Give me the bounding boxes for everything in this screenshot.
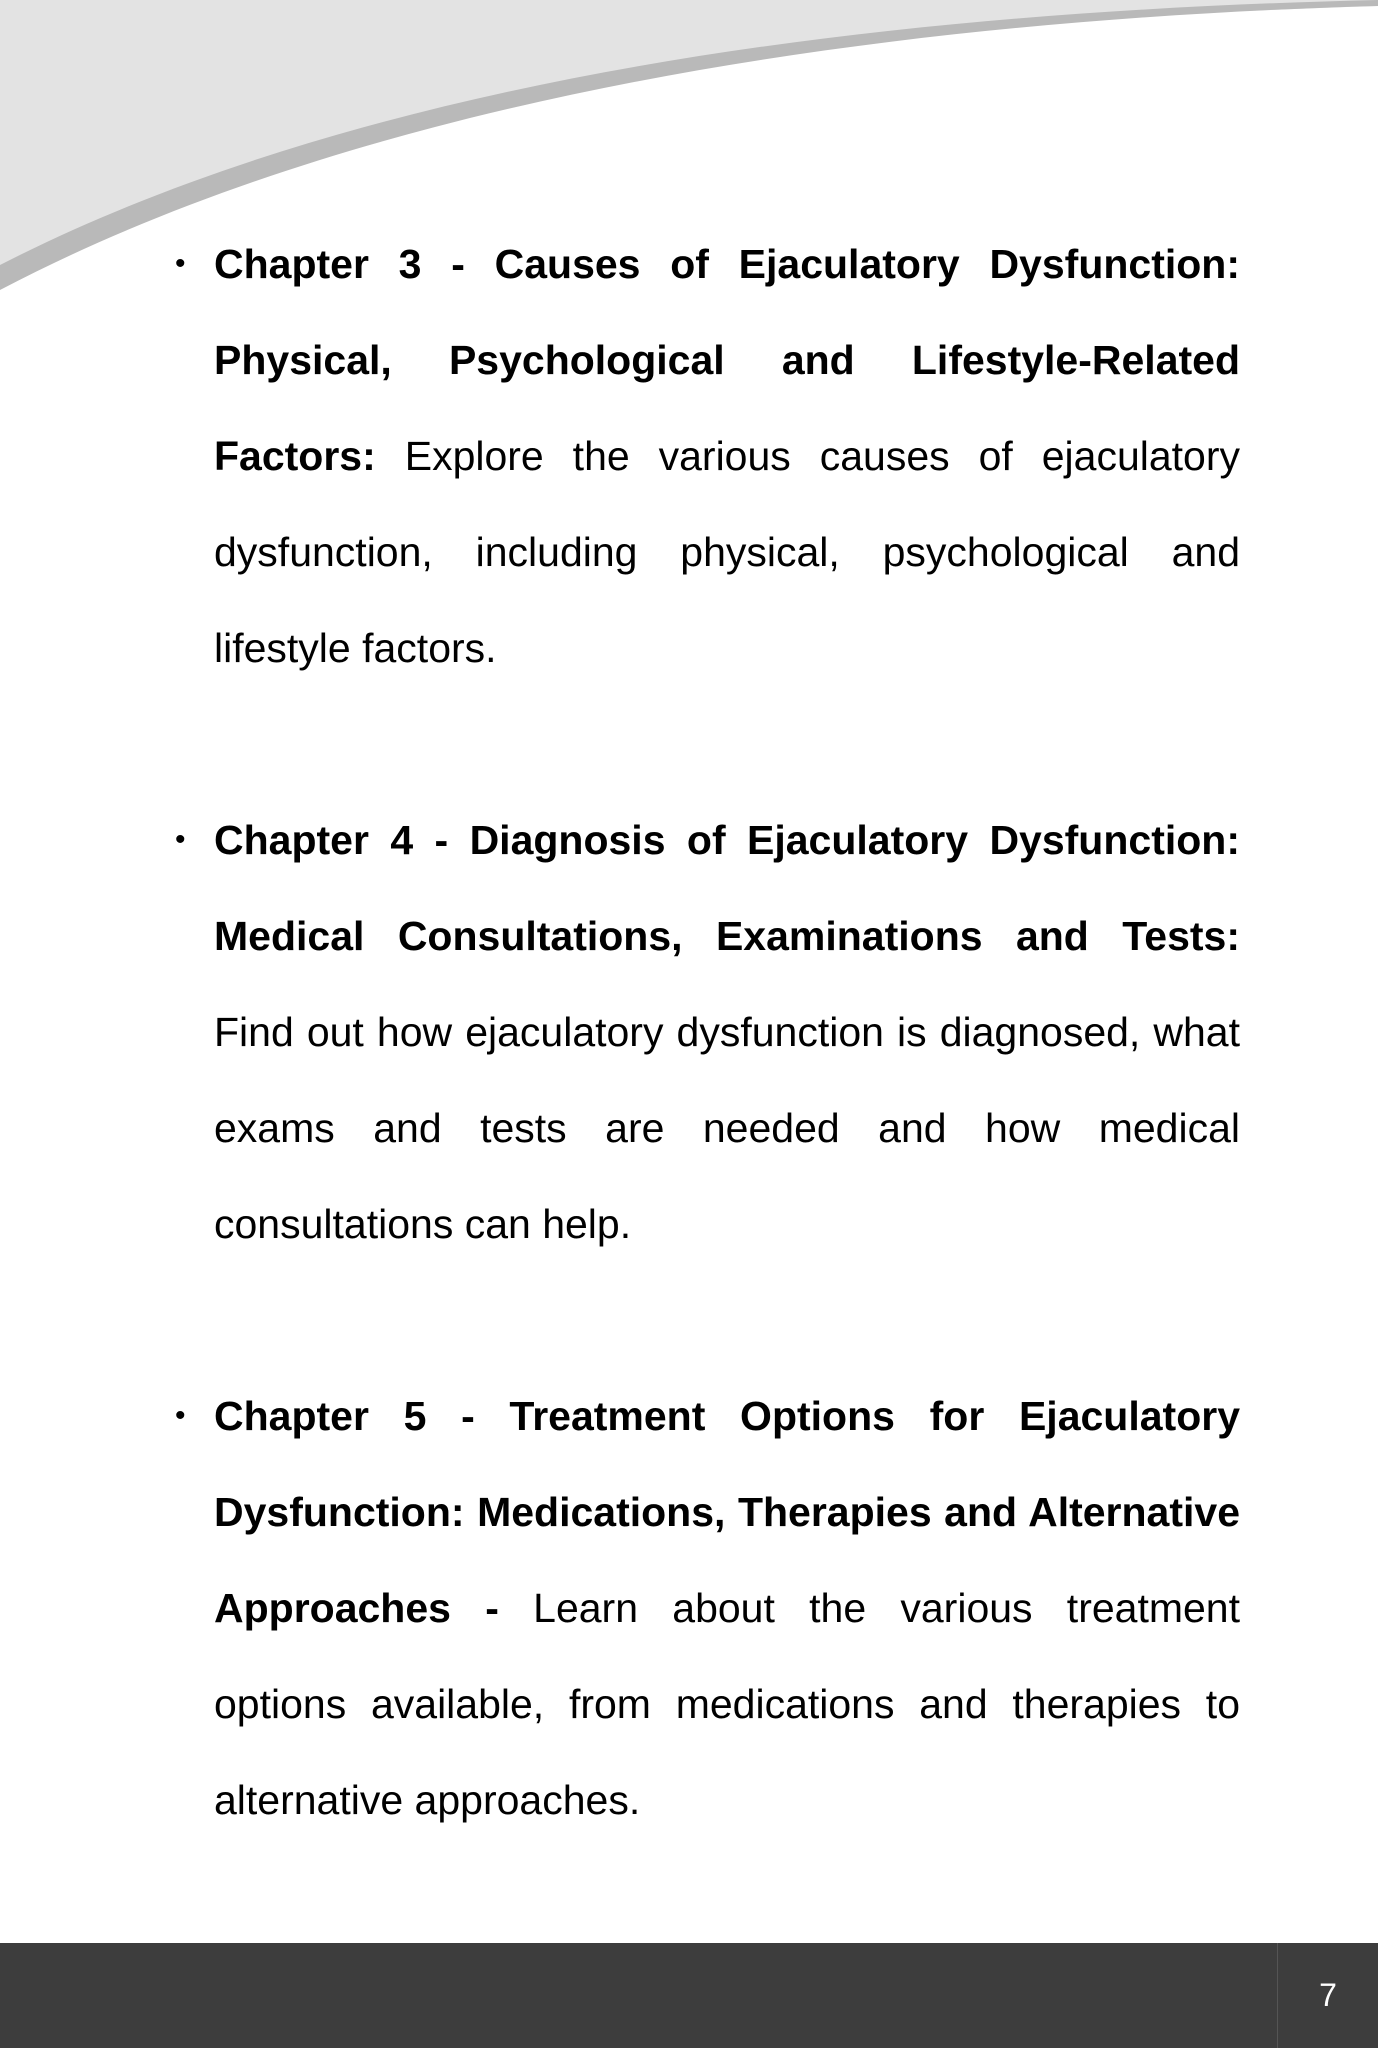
chapter-description: Find out how ejaculatory dysfunction is diagnosed, what exams and tests are needed and how medical consultations can help. <box>214 1009 1240 1247</box>
chapter-description: Explore the various causes of ejaculatory dysfunction, including physical, psychological and lifestyle factors. <box>214 433 1241 671</box>
page-footer <box>0 1943 1378 2048</box>
chapter-title: Chapter 4 - Diagnosis of Ejaculatory Dysfunction: Medical Consultations, Examinations and Tests: <box>214 817 1240 959</box>
chapter-title: Chapter 3 - Causes of Ejaculatory Dysfunction: Physical, Psychological and Lifestyle-Related Factors: <box>214 241 1240 479</box>
chapter-list-section <box>175 216 1240 1944</box>
bullet-icon: • <box>175 823 186 856</box>
bullet-icon: • <box>175 247 186 280</box>
chapter-title: Chapter 5 - Treatment Options for Ejaculatory Dysfunction: Medications, Therapies and Alternative Approaches - <box>214 1393 1240 1631</box>
page-number: 7 <box>1319 1977 1337 2013</box>
page-number-box <box>1277 1943 1378 2048</box>
chapter-description: Learn about the various treatment options available, from medications and therapies to alternative approaches. <box>214 1585 1241 1823</box>
chapter-item-3 <box>175 216 1240 696</box>
bullet-icon: • <box>175 1399 186 1432</box>
chapter-item-4 <box>175 792 1240 1272</box>
chapter-item-5 <box>175 1368 1240 1848</box>
chapter-list <box>175 216 1240 1848</box>
